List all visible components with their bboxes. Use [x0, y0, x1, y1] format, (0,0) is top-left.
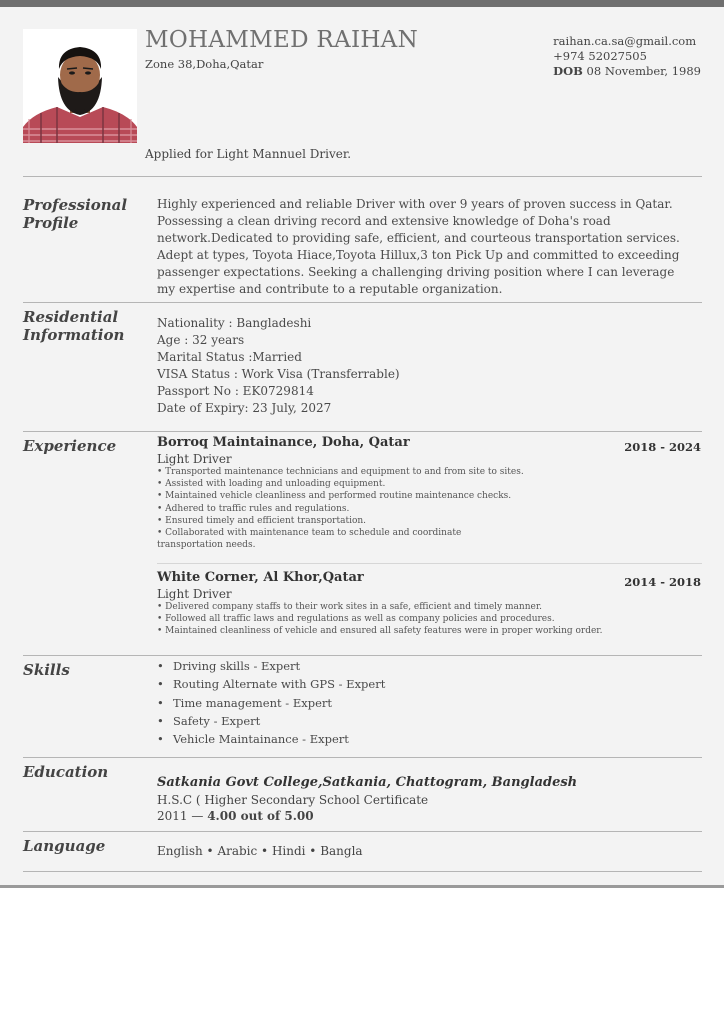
- skill-item: • Time management - Expert: [157, 696, 385, 714]
- job-duty: • Collaborated with maintenance team to schedule and coordinate transportation needs.: [157, 528, 462, 551]
- passport-number: Passport No : EK0729814: [157, 384, 314, 398]
- job-duties: [157, 601, 657, 638]
- candidate-name: MOHAMMED RAIHAN: [145, 27, 419, 53]
- education-degree: H.S.C ( Higher Secondary School Certificate: [157, 793, 429, 807]
- job-dates: 2014 - 2018: [624, 575, 701, 589]
- passport-expiry: Date of Expiry: 23 July, 2027: [157, 401, 332, 415]
- objective-line: Applied for Light Mannuel Driver.: [145, 147, 352, 161]
- job-duty: • Delivered company staffs to their work sites in a safe, efficient and timely manner.: [157, 602, 543, 612]
- marital-status: Marital Status :Married: [157, 350, 302, 364]
- section-title-language: Language: [23, 837, 106, 855]
- job-duty: • Followed all traffic laws and regulations as well as company policies and procedures.: [157, 614, 555, 625]
- skill-item: • Driving skills - Expert: [157, 659, 385, 677]
- section-divider: [23, 871, 702, 872]
- job-duty: • Assisted with loading and unloading equipment.: [157, 479, 386, 490]
- section-divider: [23, 757, 702, 758]
- section-divider: [23, 431, 702, 432]
- job-duties: [157, 466, 627, 551]
- person-portrait-icon: [23, 29, 137, 143]
- education-result: [157, 809, 314, 823]
- profile-photo: [23, 29, 137, 143]
- resume-page: [0, 7, 724, 888]
- job-dates: 2018 - 2024: [624, 440, 701, 454]
- job-role: Light Driver: [157, 587, 232, 601]
- date-of-birth: [553, 64, 701, 79]
- section-divider: [23, 655, 702, 656]
- section-title-line: Profile: [23, 214, 79, 232]
- section-title-education: Education: [23, 763, 109, 781]
- education-school: Satkania Govt College,Satkania, Chattogram, Bangladesh: [157, 775, 578, 790]
- job-role: Light Driver: [157, 452, 232, 466]
- age: Age : 32 years: [157, 333, 245, 347]
- phone: +974 52027505: [553, 49, 647, 63]
- dob-value: 08 November, 1989: [586, 64, 701, 78]
- contact-block: [553, 34, 701, 79]
- skill-item: • Vehicle Maintainance - Expert: [157, 732, 385, 750]
- job-company: White Corner, Al Khor,Qatar: [157, 570, 364, 585]
- job-duty: • Transported maintenance technicians and equipment to and from site to sites.: [157, 467, 524, 477]
- section-title-profile: [23, 196, 148, 232]
- skill-item: • Safety - Expert: [157, 714, 385, 732]
- job-duty: • Adhered to traffic rules and regulations.: [157, 503, 350, 514]
- job-duty: • Ensured timely and efficient transportation.: [157, 515, 367, 526]
- job-duty: • Maintained vehicle cleanliness and performed routine maintenance checks.: [157, 491, 512, 502]
- section-title-residential: [23, 308, 148, 344]
- job-divider: [157, 563, 702, 564]
- section-title-line: Residential: [23, 308, 119, 326]
- section-title-skills: Skills: [23, 661, 70, 679]
- education-grade: 4.00 out of 5.00: [207, 809, 314, 823]
- section-title-line: Professional: [23, 196, 128, 214]
- visa-status: VISA Status : Work Visa (Transferrable): [157, 367, 400, 381]
- skills-list: [157, 659, 385, 750]
- section-title-experience: Experience: [23, 437, 117, 455]
- section-divider: [23, 302, 702, 303]
- section-divider: [23, 831, 702, 832]
- job-duty: • Maintained cleanliness of vehicle and ensured all safety features were in proper working order.: [157, 626, 603, 637]
- top-bar: [0, 0, 724, 7]
- profile-summary: Highly experienced and reliable Driver with over 9 years of proven success in Qatar. Possessing a clean driving record and extensive knowledge of Doha's road network.Dedicated to providing safe, efficient, and courteous transportation services. Adept at types, Toyota Hiace,Toyota Hillux,3 ton Pick Up and committed to exceeding passenger expectations. Seeking a challenging driving position where I can leverage my expertise and contribute to a reputable organization.: [157, 197, 680, 296]
- languages: English • Arabic • Hindi • Bangla: [157, 844, 363, 858]
- nationality: Nationality : Bangladeshi: [157, 316, 312, 330]
- section-title-line: Information: [23, 326, 125, 344]
- education-year: 2011 —: [157, 809, 204, 823]
- email[interactable]: raihan.ca.sa@gmail.com: [553, 34, 697, 48]
- skill-item: • Routing Alternate with GPS - Expert: [157, 677, 385, 695]
- address: Zone 38,Doha,Qatar: [145, 57, 264, 71]
- job-company: Borroq Maintainance, Doha, Qatar: [157, 435, 410, 450]
- section-divider: [23, 176, 702, 177]
- dob-label: DOB: [553, 64, 583, 78]
